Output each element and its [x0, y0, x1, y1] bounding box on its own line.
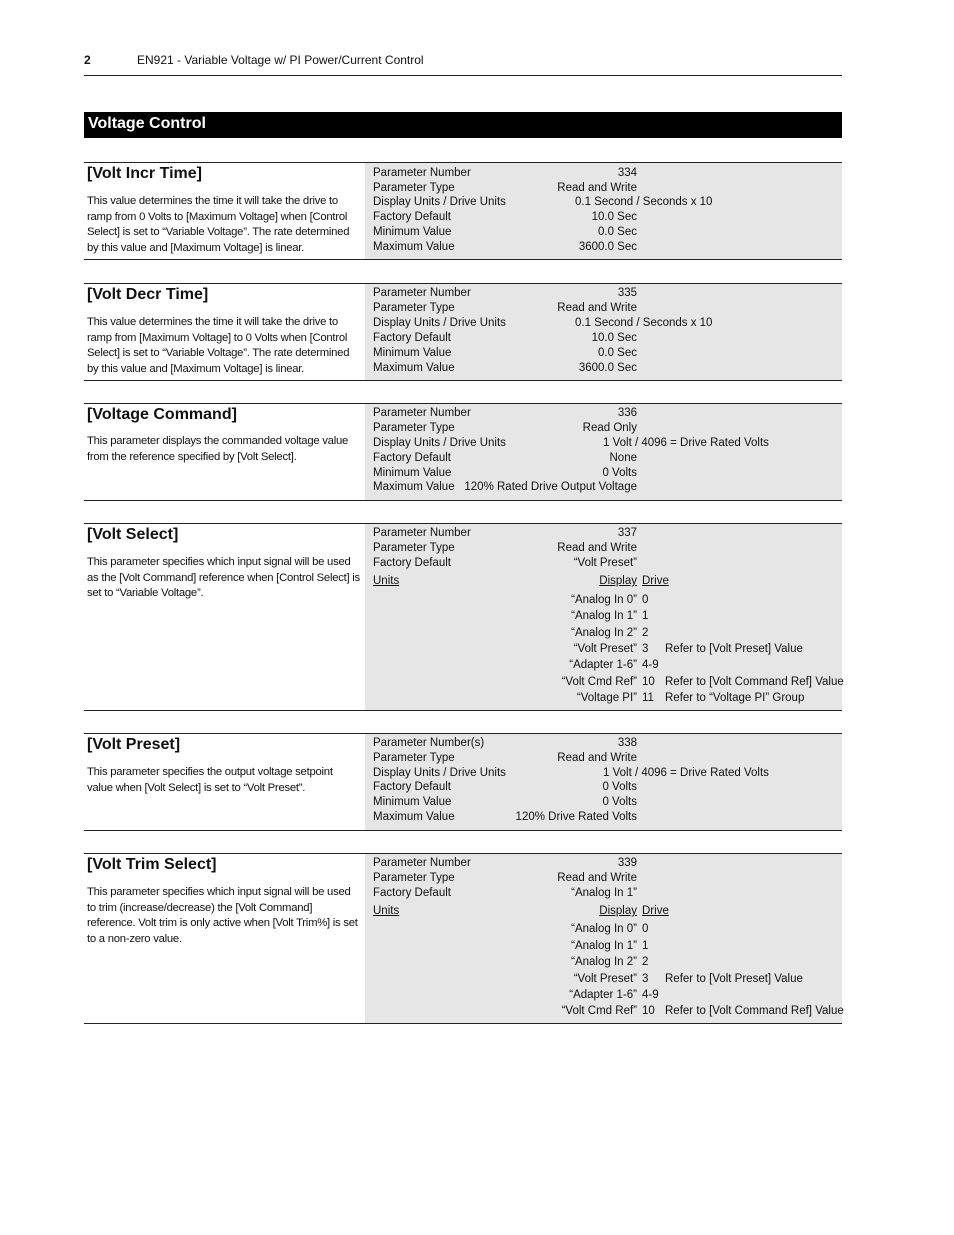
spec-value: 337 [617, 527, 637, 539]
spec-label: Parameter Number [373, 527, 471, 539]
option-note: Refer to [Volt Preset] Value [665, 643, 803, 655]
option-display: “Adapter 1-6” [569, 989, 637, 1001]
param-volt-trim-select [84, 853, 842, 1024]
spec-value: 10.0 Sec [591, 211, 637, 223]
spec-label: Minimum Value [373, 467, 452, 479]
option-row [365, 592, 842, 608]
spec-value: 0 Volts [602, 796, 637, 808]
spec-value: 3600.0 Sec [578, 241, 637, 253]
param-volt-select [84, 523, 842, 711]
spec-value: 0 Volts [602, 467, 637, 479]
option-drive-value: 4-9 [642, 989, 659, 1001]
option-drive-value: 3 [642, 643, 649, 655]
spec-value: 3600.0 Sec [578, 362, 637, 374]
param-description: This parameter specifies which input signal will be used as the [Volt Command] reference when [Control Select] is set to “Variable Voltage”. [87, 556, 360, 599]
option-row [365, 657, 842, 673]
param-spec-panel [365, 854, 842, 1023]
option-drive-value: 0 [642, 923, 649, 935]
spec-label: Parameter Number [373, 287, 471, 299]
option-display: “Analog In 0” [571, 923, 637, 935]
param-description-column [84, 404, 365, 500]
option-display: “Analog In 0” [571, 594, 637, 606]
spec-row [365, 556, 842, 571]
spec-value: 1 Volt / 4096 = Drive Rated Volts [603, 437, 769, 449]
option-row [365, 690, 842, 706]
drive-column-header: Drive [642, 575, 669, 587]
spec-row [365, 225, 842, 240]
spec-label: Maximum Value [373, 481, 455, 493]
param-description-column [84, 284, 365, 380]
spec-label: Factory Default [373, 781, 451, 793]
spec-label: Factory Default [373, 452, 451, 464]
units-label: Units [373, 905, 400, 917]
option-display: “Volt Preset” [573, 643, 637, 655]
spec-row [365, 436, 842, 451]
option-display: “Analog In 2” [571, 627, 637, 639]
option-row [365, 938, 842, 954]
spec-label: Maximum Value [373, 811, 455, 823]
units-header-row [365, 904, 842, 919]
option-drive-value: 10 [642, 676, 655, 688]
spec-value: 1 Volt / 4096 = Drive Rated Volts [603, 767, 769, 779]
spec-label: Maximum Value [373, 241, 455, 253]
option-display: “Analog In 1” [571, 610, 637, 622]
page-header [84, 53, 842, 76]
param-title: [Volt Decr Time] [87, 286, 209, 303]
param-description-column [84, 734, 365, 830]
option-note: Refer to “Voltage PI” Group [665, 692, 805, 704]
spec-label: Parameter Number [373, 857, 471, 869]
units-label: Units [373, 575, 400, 587]
option-drive-value: 0 [642, 594, 649, 606]
option-display: “Volt Cmd Ref” [561, 1005, 637, 1017]
spec-row [365, 240, 842, 255]
spec-label: Maximum Value [373, 362, 455, 374]
spec-value: 120% Drive Rated Volts [515, 811, 637, 823]
param-description: This value determines the time it will take the drive to ramp from [Maximum Voltage] to 0 Volts when [Control Select] is set to “Variable Voltage”. The rate determined by this value and [Maximum Voltage] is linear. [87, 316, 350, 375]
spec-row [365, 451, 842, 466]
spec-label: Minimum Value [373, 347, 452, 359]
spec-value: Read Only [582, 422, 637, 434]
document-title: EN921 - Variable Voltage w/ PI Power/Current Control [137, 53, 424, 67]
option-display: “Voltage PI” [576, 692, 637, 704]
spec-value: 0.1 Second / Seconds x 10 [575, 317, 713, 329]
option-drive-value: 10 [642, 1005, 655, 1017]
spec-value: Read and Write [557, 752, 637, 764]
param-description-column [84, 163, 365, 259]
spec-label: Factory Default [373, 557, 451, 569]
spec-label: Parameter Type [373, 752, 455, 764]
param-description: This parameter specifies the output voltage setpoint value when [Volt Select] is set to “Volt Preset”. [87, 766, 333, 794]
spec-row [365, 736, 842, 751]
spec-label: Parameter Number [373, 167, 471, 179]
spec-value: None [609, 452, 637, 464]
param-spec-panel [365, 404, 842, 500]
spec-label: Parameter Type [373, 182, 455, 194]
spec-value: 336 [617, 407, 637, 419]
param-description-column [84, 854, 365, 1023]
option-row [365, 921, 842, 937]
spec-row [365, 286, 842, 301]
spec-value: 339 [617, 857, 637, 869]
option-row [365, 987, 842, 1003]
spec-row [365, 780, 842, 795]
option-display: “Volt Cmd Ref” [561, 676, 637, 688]
spec-value: 120% Rated Drive Output Voltage [464, 481, 637, 493]
spec-label: Factory Default [373, 211, 451, 223]
spec-value: 334 [617, 167, 637, 179]
spec-value: 0 Volts [602, 781, 637, 793]
option-display: “Analog In 2” [571, 956, 637, 968]
spec-label: Parameter Number [373, 407, 471, 419]
spec-label: Display Units / Drive Units [373, 196, 506, 208]
section-title: Voltage Control [88, 115, 206, 132]
option-note: Refer to [Volt Preset] Value [665, 973, 803, 985]
spec-row [365, 541, 842, 556]
spec-row [365, 795, 842, 810]
spec-label: Display Units / Drive Units [373, 767, 506, 779]
spec-value: “Volt Preset” [573, 557, 637, 569]
spec-value: Read and Write [557, 302, 637, 314]
option-display: “Volt Preset” [573, 973, 637, 985]
spec-label: Display Units / Drive Units [373, 437, 506, 449]
option-display: “Analog In 1” [571, 940, 637, 952]
spec-label: Minimum Value [373, 226, 452, 238]
spec-value: 0.0 Sec [598, 347, 637, 359]
param-spec-panel [365, 734, 842, 830]
spec-label: Factory Default [373, 887, 451, 899]
option-row [365, 608, 842, 624]
spec-label: Factory Default [373, 332, 451, 344]
param-title: [Volt Incr Time] [87, 165, 202, 182]
spec-row [365, 195, 842, 210]
option-drive-value: 2 [642, 627, 649, 639]
param-title: [Voltage Command] [87, 406, 237, 423]
spec-row [365, 856, 842, 871]
spec-row [365, 210, 842, 225]
option-drive-value: 1 [642, 940, 649, 952]
param-volt-incr-time [84, 162, 842, 260]
spec-row [365, 421, 842, 436]
param-voltage-command [84, 403, 842, 501]
spec-value: Read and Write [557, 182, 637, 194]
option-drive-value: 4-9 [642, 659, 659, 671]
option-row [365, 674, 842, 690]
option-row [365, 954, 842, 970]
spec-label: Display Units / Drive Units [373, 317, 506, 329]
spec-row [365, 871, 842, 886]
spec-row [365, 331, 842, 346]
spec-label: Parameter Type [373, 872, 455, 884]
spec-value: 0.1 Second / Seconds x 10 [575, 196, 713, 208]
param-volt-preset [84, 733, 842, 831]
display-column-header: Display [599, 575, 637, 587]
option-display: “Adapter 1-6” [569, 659, 637, 671]
spec-row [365, 361, 842, 376]
spec-row [365, 886, 842, 901]
param-title: [Volt Preset] [87, 736, 181, 753]
section-heading-bar [84, 112, 842, 138]
spec-label: Parameter Type [373, 542, 455, 554]
param-title: [Volt Select] [87, 526, 179, 543]
drive-column-header: Drive [642, 905, 669, 917]
option-row [365, 641, 842, 657]
option-note: Refer to [Volt Command Ref] Value [665, 676, 844, 688]
param-description: This parameter displays the commanded voltage value from the reference specified by [Volt Select]. [87, 435, 349, 463]
param-description: This value determines the time it will take the drive to ramp from 0 Volts to [Maximum Voltage] when [Control Select] is set to “Variable Voltage”. The rate determined by this value and [Maximum Voltage] is linear. [87, 195, 350, 254]
spec-row [365, 406, 842, 421]
spec-value: 0.0 Sec [598, 226, 637, 238]
option-drive-value: 1 [642, 610, 649, 622]
option-drive-value: 11 [642, 692, 654, 704]
units-header-row [365, 574, 842, 589]
option-row [365, 1003, 842, 1019]
spec-value: 10.0 Sec [591, 332, 637, 344]
spec-label: Parameter Type [373, 422, 455, 434]
spec-row [365, 766, 842, 781]
param-title: [Volt Trim Select] [87, 856, 217, 873]
display-column-header: Display [599, 905, 637, 917]
option-drive-value: 3 [642, 973, 649, 985]
spec-row [365, 301, 842, 316]
spec-value: “Analog In 1” [571, 887, 637, 899]
param-description-column [84, 524, 365, 710]
param-spec-panel [365, 284, 842, 380]
spec-row [365, 810, 842, 825]
param-description: This parameter specifies which input signal will be used to trim (increase/decrease) the [Volt Command] reference. Volt trim is only active when [Volt Trim%] is set to a non-zero value. [87, 886, 358, 945]
param-spec-panel [365, 163, 842, 259]
spec-row [365, 346, 842, 361]
spec-row [365, 181, 842, 196]
option-row [365, 625, 842, 641]
page-number: 2 [84, 53, 91, 67]
spec-value: Read and Write [557, 872, 637, 884]
spec-label: Minimum Value [373, 796, 452, 808]
param-spec-panel [365, 524, 842, 710]
param-volt-decr-time [84, 283, 842, 381]
spec-label: Parameter Number(s) [373, 737, 485, 749]
option-row [365, 971, 842, 987]
spec-value: 338 [617, 737, 637, 749]
spec-row [365, 751, 842, 766]
spec-value: Read and Write [557, 542, 637, 554]
spec-row [365, 526, 842, 541]
spec-row [365, 166, 842, 181]
spec-row [365, 316, 842, 331]
spec-row [365, 466, 842, 481]
spec-label: Parameter Type [373, 302, 455, 314]
spec-row [365, 480, 842, 495]
spec-value: 335 [617, 287, 637, 299]
option-drive-value: 2 [642, 956, 649, 968]
option-note: Refer to [Volt Command Ref] Value [665, 1005, 844, 1017]
